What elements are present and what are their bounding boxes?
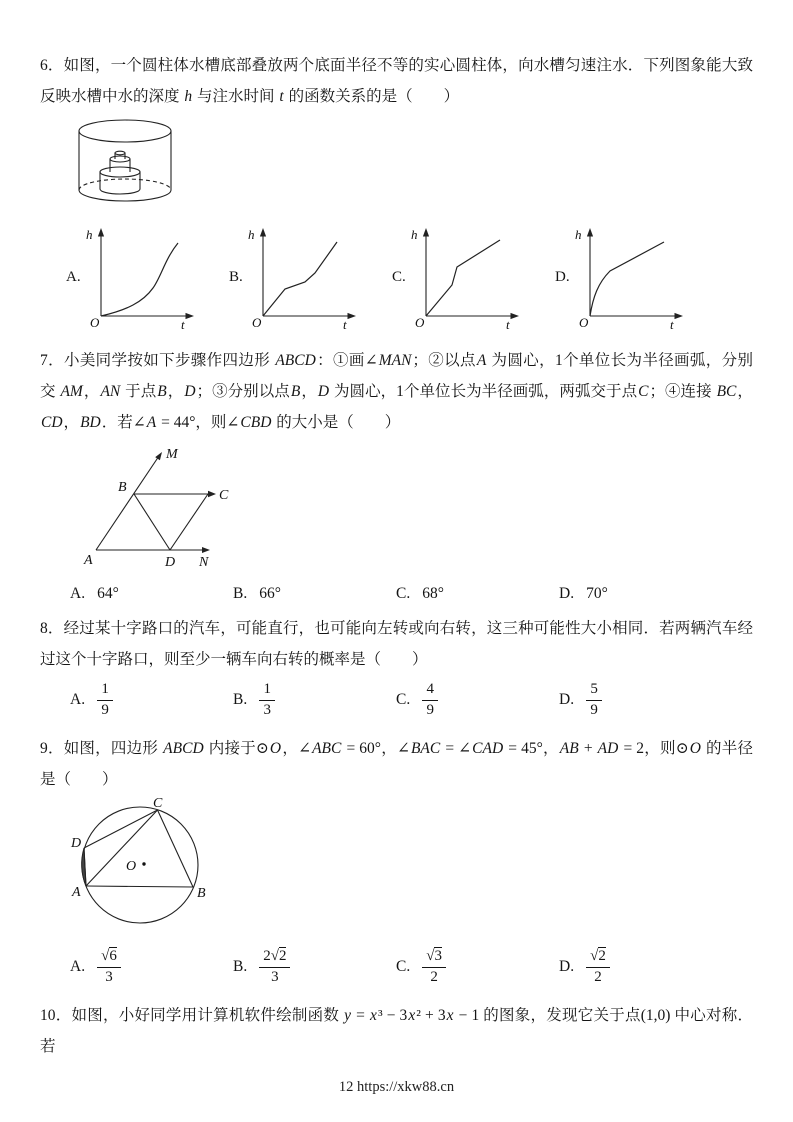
question-6	[40, 50, 753, 331]
text-run: MAN	[378, 352, 412, 369]
q7-option-a	[70, 585, 233, 603]
question-7-text	[40, 345, 753, 438]
q6-graph-options	[66, 223, 753, 331]
label-point-a: A	[84, 553, 93, 568]
q8-option-c	[396, 681, 559, 719]
curve-d	[590, 242, 664, 316]
text-run: ，	[167, 383, 184, 400]
x-axis-arrow	[347, 313, 356, 319]
text-run: ；③分别以点	[196, 383, 290, 400]
axis-label-h: h	[574, 227, 582, 242]
text-run: 7．小美同学按如下步骤作四边形	[40, 352, 275, 369]
q9-option-d	[559, 948, 722, 986]
option-label: D.	[559, 958, 575, 975]
q8-option-a	[70, 681, 233, 719]
text-run: x	[408, 1007, 416, 1024]
fraction-numerator: 4	[422, 681, 438, 700]
text-run: A	[146, 414, 157, 431]
option-label: C.	[392, 268, 406, 285]
y-axis-arrow	[260, 228, 266, 237]
text-run: 的函数关系的是（ ）	[284, 88, 460, 105]
option-label: A.	[70, 958, 86, 975]
label-point-d: D	[165, 555, 176, 570]
text-run: = 44°，则∠	[157, 414, 240, 431]
center-dot	[142, 862, 145, 865]
text-run: 内接于⊙	[204, 740, 269, 757]
text-run: 6．如图，一个圆柱体水槽底部叠放两个底面半径不等的实心圆柱体，向水槽匀速注水．下列图象能大致反映水槽中水的深度	[40, 57, 753, 105]
text-run: BAC	[410, 740, 441, 757]
text-run: A	[476, 352, 487, 369]
radicand: 2	[278, 948, 287, 965]
text-run: ³ − 3	[377, 1007, 408, 1024]
text-run: CAD	[472, 740, 504, 757]
q9-options	[70, 944, 753, 990]
label-point-b: B	[118, 480, 127, 495]
text-run: 中心对称．若	[40, 1007, 753, 1055]
option-label: B.	[233, 585, 248, 602]
origin-label: O	[89, 315, 99, 330]
outer-cylinder	[79, 120, 171, 201]
q7-option-b	[233, 585, 396, 603]
fraction-numerator: 1	[259, 681, 275, 700]
curve-c	[426, 240, 500, 316]
q6-tank-drawing	[70, 116, 180, 208]
text-run: +	[579, 740, 597, 757]
option-value: 66°	[259, 585, 281, 602]
text-run: ，	[301, 383, 317, 400]
text-run: x	[370, 1007, 377, 1024]
fraction	[586, 681, 602, 719]
text-run: BD	[80, 414, 101, 431]
q6-tank-figure	[70, 116, 753, 213]
q6-graph-option-d	[555, 223, 718, 331]
q7-option-c	[396, 585, 559, 603]
text-run: B	[157, 383, 167, 400]
text-run: ，	[63, 414, 80, 431]
q9-option-c	[396, 948, 559, 986]
q8-option-b	[233, 681, 396, 719]
fraction	[422, 948, 446, 986]
text-run: − 1 的图象，发现它关于点	[454, 1007, 641, 1024]
option-label: C.	[396, 691, 411, 708]
text-run: = 2，则⊙	[619, 740, 689, 757]
label-center-o: O	[126, 859, 137, 874]
text-run: AN	[100, 383, 121, 400]
option-label: B.	[233, 958, 248, 975]
axis-label-h: h	[410, 227, 418, 242]
question-10-text	[40, 1000, 753, 1062]
option-label: D.	[559, 691, 575, 708]
construction-lines	[96, 456, 209, 550]
text-run: D	[184, 383, 196, 400]
option-label: B.	[229, 268, 243, 285]
q7-construction-drawing	[82, 444, 297, 576]
text-run: AM	[60, 383, 83, 400]
fraction	[586, 948, 610, 986]
option-label: A.	[66, 268, 81, 285]
origin-label: O	[251, 315, 262, 330]
fraction	[422, 681, 438, 719]
label-point-a: A	[72, 885, 81, 900]
text-run: (1,0)	[640, 1007, 671, 1024]
text-run: ABCD	[275, 352, 316, 369]
fraction-numerator	[586, 948, 610, 967]
text-run: CBD	[240, 414, 272, 431]
radical-sign: √	[590, 948, 599, 965]
text-run: D	[317, 383, 330, 400]
text-run: t	[279, 88, 284, 105]
text-run: 为圆心，1个单位长为半径画弧，两弧交于点	[330, 383, 638, 400]
text-run: 8．经过某十字路口的汽车，可能直行，也可能向左转或向右转，这三种可能性大小相同．若两辆汽车经过这个十字路口，则至少一辆车向右转的概率是（ ）	[40, 620, 753, 668]
text-run: =	[352, 1007, 370, 1024]
text-run: CD	[41, 414, 63, 431]
option-value: 68°	[422, 585, 444, 602]
q8-options	[70, 677, 753, 723]
q7-option-d	[559, 585, 722, 603]
text-run: O	[269, 740, 282, 757]
q9-figure	[70, 797, 753, 938]
text-run: = 45°，	[504, 740, 559, 757]
text-run: ² + 3	[416, 1007, 446, 1024]
text-run: 10．如图，小好同学用计算机软件绘制函数	[40, 1007, 344, 1024]
origin-label: O	[578, 315, 588, 330]
text-run: ABC	[312, 740, 342, 757]
text-run: h	[184, 88, 193, 105]
q9-option-b	[233, 948, 396, 986]
fraction-denominator: 2	[594, 968, 602, 985]
x-axis-arrow	[185, 313, 194, 319]
question-7	[40, 345, 753, 603]
q6-graph-option-c	[392, 223, 555, 331]
circle-o	[82, 807, 198, 923]
text-run: BC	[716, 383, 737, 400]
fraction-denominator: 3	[271, 968, 279, 985]
question-6-text	[40, 50, 753, 112]
label-point-c: C	[219, 488, 229, 503]
option-label: A.	[70, 691, 86, 708]
text-run: = ∠	[441, 740, 472, 757]
y-axis-arrow	[586, 228, 592, 237]
label-point-c: C	[153, 797, 163, 811]
radical-sign: √	[426, 948, 435, 965]
q9-circle-drawing	[70, 797, 222, 933]
fraction-denominator: 9	[590, 701, 598, 718]
q6-graph-d-plot	[574, 223, 692, 331]
label-point-b: B	[197, 886, 206, 901]
text-run: y	[344, 1007, 352, 1024]
ray-bc-arrow	[208, 491, 216, 497]
text-run: 为圆心，1个单位长为半径画弧，分别交	[40, 352, 753, 400]
option-label: C.	[396, 585, 411, 602]
label-point-d: D	[71, 836, 82, 851]
text-run: ；④连接	[649, 383, 716, 400]
text-run: 9．如图，四边形	[40, 740, 163, 757]
curve-a	[101, 243, 178, 316]
radical-sign: 2√	[263, 948, 279, 965]
q6-graph-option-b	[229, 223, 392, 331]
label-point-m: M	[166, 447, 178, 462]
curve-b	[263, 242, 337, 316]
origin-label: O	[414, 315, 425, 330]
fraction-denominator: 3	[263, 701, 271, 718]
radicand: 3	[434, 948, 442, 965]
fraction-denominator: 9	[101, 701, 109, 718]
q6-graph-a-plot	[85, 223, 203, 331]
fraction	[97, 681, 113, 719]
radicand: 6	[109, 948, 117, 965]
question-9	[40, 733, 753, 990]
fraction-numerator: 1	[97, 681, 113, 700]
text-run: ．若∠	[101, 414, 146, 431]
inner-cylinders	[100, 151, 140, 194]
text-run: AD	[597, 740, 619, 757]
q8-option-d	[559, 681, 722, 719]
text-run: C	[638, 383, 649, 400]
axis-label-t: t	[180, 317, 185, 331]
x-axis-arrow	[510, 313, 519, 319]
y-axis-arrow	[423, 228, 429, 237]
q7-options	[70, 585, 753, 603]
text-run: O	[689, 740, 701, 757]
fraction-numerator	[422, 948, 446, 967]
question-9-text	[40, 733, 753, 795]
fraction	[97, 948, 121, 986]
text-run: x	[446, 1007, 454, 1024]
option-label: A.	[70, 585, 86, 602]
q9-option-a	[70, 948, 233, 986]
text-run: 与注水时间	[193, 88, 279, 105]
axis-label-h: h	[85, 227, 93, 242]
q6-graph-option-a	[66, 223, 229, 331]
text-run: ，	[83, 383, 100, 400]
q6-graph-b-plot	[247, 223, 365, 331]
fraction-numerator: 5	[586, 681, 602, 700]
y-axis-arrow	[97, 228, 103, 237]
fraction-denominator: 2	[430, 968, 438, 985]
ray-am-arrow	[155, 452, 162, 460]
radical-sign: √	[101, 948, 110, 965]
fraction-denominator: 3	[105, 968, 113, 985]
fraction-denominator: 9	[426, 701, 434, 718]
option-value: 64°	[97, 585, 119, 602]
text-run: 于点	[121, 383, 157, 400]
fraction-numerator	[259, 948, 290, 967]
option-label: D.	[559, 585, 575, 602]
label-point-n: N	[199, 555, 209, 570]
axis-label-t: t	[342, 317, 347, 331]
text-run: AB	[559, 740, 579, 757]
ray-an-arrow	[202, 547, 210, 553]
axis-label-t: t	[505, 317, 510, 331]
x-axis-arrow	[674, 313, 683, 319]
q7-figure	[82, 444, 753, 581]
q6-graph-c-plot	[410, 223, 528, 331]
page-footer: 12 https://xkw88.cn	[338, 1079, 455, 1095]
question-8-text	[40, 613, 753, 675]
option-label: B.	[233, 691, 248, 708]
text-run: 的半径是（ ）	[40, 740, 753, 788]
text-run: ABCD	[163, 740, 204, 757]
chords	[84, 810, 193, 887]
text-run: ，∠	[282, 740, 312, 757]
text-run: B	[290, 383, 301, 400]
fraction-numerator	[97, 948, 121, 967]
option-value: 70°	[586, 585, 608, 602]
question-8	[40, 613, 753, 723]
axis-label-t: t	[669, 317, 674, 331]
question-10	[40, 1000, 753, 1062]
text-run: ，	[737, 383, 753, 400]
fraction	[259, 948, 290, 986]
text-run: ；②以点	[412, 352, 476, 369]
fraction	[259, 681, 275, 719]
radicand: 2	[598, 948, 606, 965]
text-run: 的大小是（ ）	[272, 414, 401, 431]
text-run: ：①画∠	[316, 352, 378, 369]
text-run: = 60°，∠	[342, 740, 410, 757]
option-label: D.	[555, 268, 570, 285]
option-label: C.	[396, 958, 411, 975]
axis-label-h: h	[247, 227, 255, 242]
